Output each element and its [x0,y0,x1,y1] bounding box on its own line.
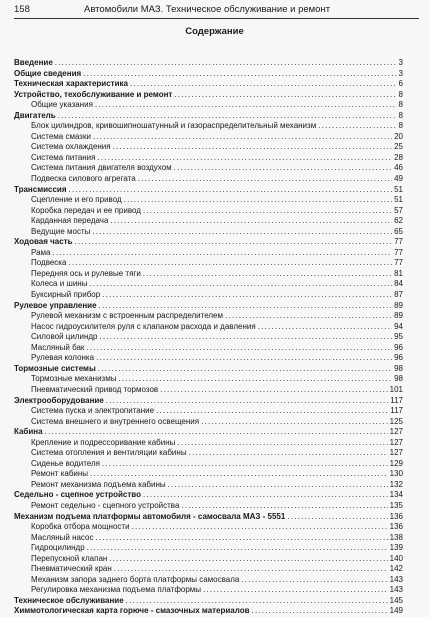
toc-entry-title: Карданная передача [31,216,109,226]
dot-leader [68,258,392,269]
toc-entry-title: Общие сведения [14,68,82,78]
toc-entry-title: Система питания двигателя воздухом [31,163,172,173]
toc-entry [14,575,403,586]
dot-leader [110,216,392,227]
toc-entry [14,322,403,333]
toc-entry [14,374,403,385]
toc-section [14,512,403,523]
toc-section [14,237,403,248]
contents-title: Содержание [185,26,244,37]
toc-entry [14,469,403,480]
toc-entry-title: Механизм запора заднего борта платформы самосвала [31,574,240,584]
toc-entry-page: 139 [389,543,403,553]
toc-entry-title: Насос гидроусилителя руля с клапаном расхода и давления [31,321,256,331]
toc-entry-page: 3 [398,68,403,78]
dot-leader [92,227,392,238]
toc-entry-page: 94 [394,321,403,331]
toc-entry [14,543,403,554]
toc-entry-title: Система отопления и вентиляции кабины [31,448,187,458]
toc-section [14,364,403,375]
toc-entry-page: 127 [389,448,403,458]
toc-entry-page: 125 [389,416,403,426]
toc-entry-title: Введение [14,58,53,67]
toc-entry-title: Рулевая колонка [31,353,95,363]
toc-entry-title: Механизм подъема платформы автомобиля - самосвала МАЗ - 5551 [14,511,286,521]
dot-leader [109,554,387,565]
dot-leader [241,575,387,586]
toc-entry [14,248,403,259]
toc-entry-page: 135 [389,500,403,510]
dot-leader [130,79,397,90]
dot-leader [55,58,397,69]
toc-entry-title: Силовой цилиндр [31,332,98,342]
toc-entry-page: 46 [394,163,403,173]
dot-leader [97,153,392,164]
toc-entry-page: 8 [398,121,403,131]
toc-section [14,79,403,90]
dot-leader [89,279,392,290]
toc-entry [14,195,403,206]
toc-entry-title: Тормозные системы [14,363,96,373]
toc-entry [14,585,403,596]
toc-entry [14,269,403,280]
dot-leader [203,585,388,596]
toc-entry-title: Техническая характеристика [14,79,128,89]
toc-entry-title: Подвеска силового агрегата [31,174,136,184]
toc-entry [14,385,403,396]
toc-entry-title: Техническое обслуживание [14,595,124,605]
dot-leader [106,396,388,407]
dot-leader [181,501,387,512]
toc-entry-title: Крепление и подрессоривание кабины [31,437,176,447]
toc-entry-page: 143 [389,585,403,595]
toc-entry-page: 77 [394,258,403,268]
toc-entry-page: 134 [389,490,403,500]
toc-entry [14,438,403,449]
toc-entry-title: Трансмиссия [14,184,67,194]
toc-entry-page: 87 [394,290,403,300]
toc-entry-page: 117 [390,406,403,416]
toc-entry-page: 89 [394,311,403,321]
toc-entry-page: 117 [390,395,403,405]
toc-entry [14,174,403,185]
toc-section [14,58,403,69]
dot-leader [87,543,388,554]
dot-leader [99,332,392,343]
toc-entry-title: Гидроцилиндр [31,543,85,553]
toc-entry-page: 132 [389,479,403,489]
toc-entry-title: Ремонт седельно - сцепного устройства [31,500,180,510]
dot-leader [45,427,388,438]
toc-entry [14,480,403,491]
toc-entry-title: Блок цилиндров, кривошипношатунный и газораспределительный механизм [31,121,317,131]
dot-leader [143,206,392,217]
toc-entry-page: 130 [389,469,403,479]
toc-entry-title: Система питания [31,152,96,162]
toc-entry [14,206,403,217]
dot-leader [174,163,392,174]
toc-entry [14,290,403,301]
dot-leader [126,596,388,607]
toc-entry-page: 8 [398,110,403,120]
toc-entry-page: 129 [389,458,403,468]
dot-leader [225,311,392,322]
dot-leader [93,132,392,143]
toc-entry [14,216,403,227]
toc-entry [14,163,403,174]
toc-entry-title: Система смазки [31,131,91,141]
toc-section [14,69,403,80]
dot-leader [86,343,392,354]
dot-leader [201,417,388,428]
dot-leader [90,469,388,480]
dot-leader [174,90,396,101]
toc-entry [14,121,403,132]
dot-leader [95,533,387,544]
toc-section [14,111,403,122]
toc-entry-page: 8 [398,89,403,99]
toc-entry-page: 51 [394,195,403,205]
dot-leader [252,606,388,617]
toc-entry-title: Пневматический привод тормозов [31,384,159,394]
toc-entry-title: Коробка передач и ее привод [31,205,141,215]
dot-leader [102,459,388,470]
dot-leader [99,301,393,312]
dot-leader [318,121,396,132]
toc-entry-title: Ведущие мосты [31,226,91,236]
page-number: 158 [14,4,30,15]
toc-entry [14,279,403,290]
toc-entry [14,554,403,565]
toc-entry-page: 89 [394,300,403,310]
toc-entry-page: 6 [398,79,403,89]
dot-leader [75,237,393,248]
dot-leader [96,353,392,364]
toc-entry-page: 136 [389,522,403,532]
table-of-contents [14,58,403,617]
toc-entry-title: Подвеска [31,258,67,268]
toc-entry-title: Общие указания [31,100,93,110]
toc-section [14,90,403,101]
toc-entry-title: Ремонт кабины [31,469,89,479]
toc-entry [14,142,403,153]
toc-entry-title: Ходовая часть [14,237,73,247]
toc-entry [14,406,403,417]
toc-entry-title: Система охлаждения [31,142,111,152]
dot-leader [95,100,397,111]
toc-entry [14,311,403,322]
toc-entry [14,258,403,269]
toc-entry [14,533,403,544]
toc-section [14,185,403,196]
toc-entry-page: 49 [394,174,403,184]
toc-entry-title: Масляный насос [31,532,94,542]
running-title: Автомобили МАЗ. Техническое обслуживание и ремонт [84,4,331,15]
dot-leader [102,290,392,301]
toc-entry-title: Электрооборудование [14,395,104,405]
toc-entry [14,417,403,428]
toc-entry-page: 77 [394,237,403,247]
toc-entry [14,132,403,143]
dot-leader [124,195,392,206]
toc-entry-title: Регулировка механизма подъема платформы [31,585,202,595]
toc-entry [14,343,403,354]
toc-entry-title: Колеса и шины [31,279,88,289]
dot-leader [168,480,388,491]
toc-entry-page: 149 [389,606,403,616]
toc-entry [14,501,403,512]
toc-entry-page: 101 [389,384,403,394]
toc-entry-title: Рулевое управление [14,300,97,310]
toc-entry [14,227,403,238]
dot-leader [132,522,388,533]
toc-entry-title: Система пуска и электропитание [31,406,155,416]
toc-entry-title: Тормозные механизмы [31,374,117,384]
dot-leader [143,269,392,280]
toc-entry-page: 96 [394,353,403,363]
dot-leader [138,174,392,185]
toc-entry-page: 3 [398,58,403,67]
toc-entry-page: 20 [394,131,403,141]
dot-leader [287,512,387,523]
toc-entry-page: 57 [394,205,403,215]
toc-entry-page: 65 [394,226,403,236]
toc-entry-page: 77 [394,247,403,257]
toc-entry-page: 140 [389,553,403,563]
toc-entry-page: 138 [389,532,403,542]
toc-entry [14,448,403,459]
toc-entry [14,153,403,164]
toc-entry-title: Перепускной клапан [31,553,108,563]
toc-entry-page: 62 [394,216,403,226]
toc-entry-page: 127 [389,437,403,447]
toc-section [14,396,403,407]
toc-entry-page: 25 [394,142,403,152]
toc-entry-page: 145 [389,595,403,605]
toc-section [14,490,403,501]
dot-leader [113,142,392,153]
dot-leader [69,185,393,196]
toc-entry-title: Масляный бак [31,342,85,352]
dot-leader [118,374,392,385]
toc-entry-title: Передняя ось и рулевые тяги [31,268,141,278]
dot-leader [58,111,397,122]
toc-entry-page: 8 [398,100,403,110]
toc-entry-title: Пневматический кран [31,564,112,574]
toc-entry-title: Сцепление и его привод [31,195,122,205]
toc-entry-title: Ремонт механизма подъема кабины [31,479,166,489]
dot-leader [258,322,392,333]
dot-leader [83,69,396,80]
toc-entry-title: Коробка отбора мощности [31,522,130,532]
toc-entry-page: 84 [394,279,403,289]
toc-section [14,301,403,312]
toc-entry-title: Двигатель [14,110,56,120]
toc-entry-title: Устройство, техобслуживание и ремонт [14,89,173,99]
toc-entry [14,100,403,111]
toc-entry-page: 51 [394,184,403,194]
toc-entry [14,353,403,364]
dot-leader [98,364,392,375]
toc-section [14,596,403,607]
toc-entry-page: 96 [394,342,403,352]
toc-entry-title: Буксирный прибор [31,290,101,300]
toc-entry-title: Седельно - сцепное устройство [14,490,141,500]
toc-entry [14,459,403,470]
toc-entry-page: 98 [394,374,403,384]
dot-leader [189,448,388,459]
toc-entry-page: 142 [389,564,403,574]
dot-leader [160,385,387,396]
toc-entry-page: 28 [394,152,403,162]
dot-leader [143,490,388,501]
toc-entry-page: 127 [389,427,403,437]
toc-entry-page: 98 [394,363,403,373]
toc-entry-title: Кабина [14,427,43,437]
toc-section [14,427,403,438]
toc-section [14,606,403,617]
dot-leader [52,248,392,259]
toc-entry-title: Система внешнего и внутреннего освещения [31,416,200,426]
toc-entry-page: 81 [394,268,403,278]
running-header [14,2,419,19]
toc-entry-page: 136 [389,511,403,521]
toc-entry-page: 143 [389,574,403,584]
toc-entry-title: Химмотологическая карта горюче - смазочных материалов [14,606,250,616]
dot-leader [156,406,388,417]
toc-entry-page: 95 [394,332,403,342]
toc-entry-title: Сиденье водителя [31,458,100,468]
toc-entry-title: Рама [31,247,51,257]
toc-entry-title: Рулевой механизм с встроенным распределителем [31,311,224,321]
dot-leader [177,438,387,449]
toc-entry [14,332,403,343]
toc-entry [14,522,403,533]
